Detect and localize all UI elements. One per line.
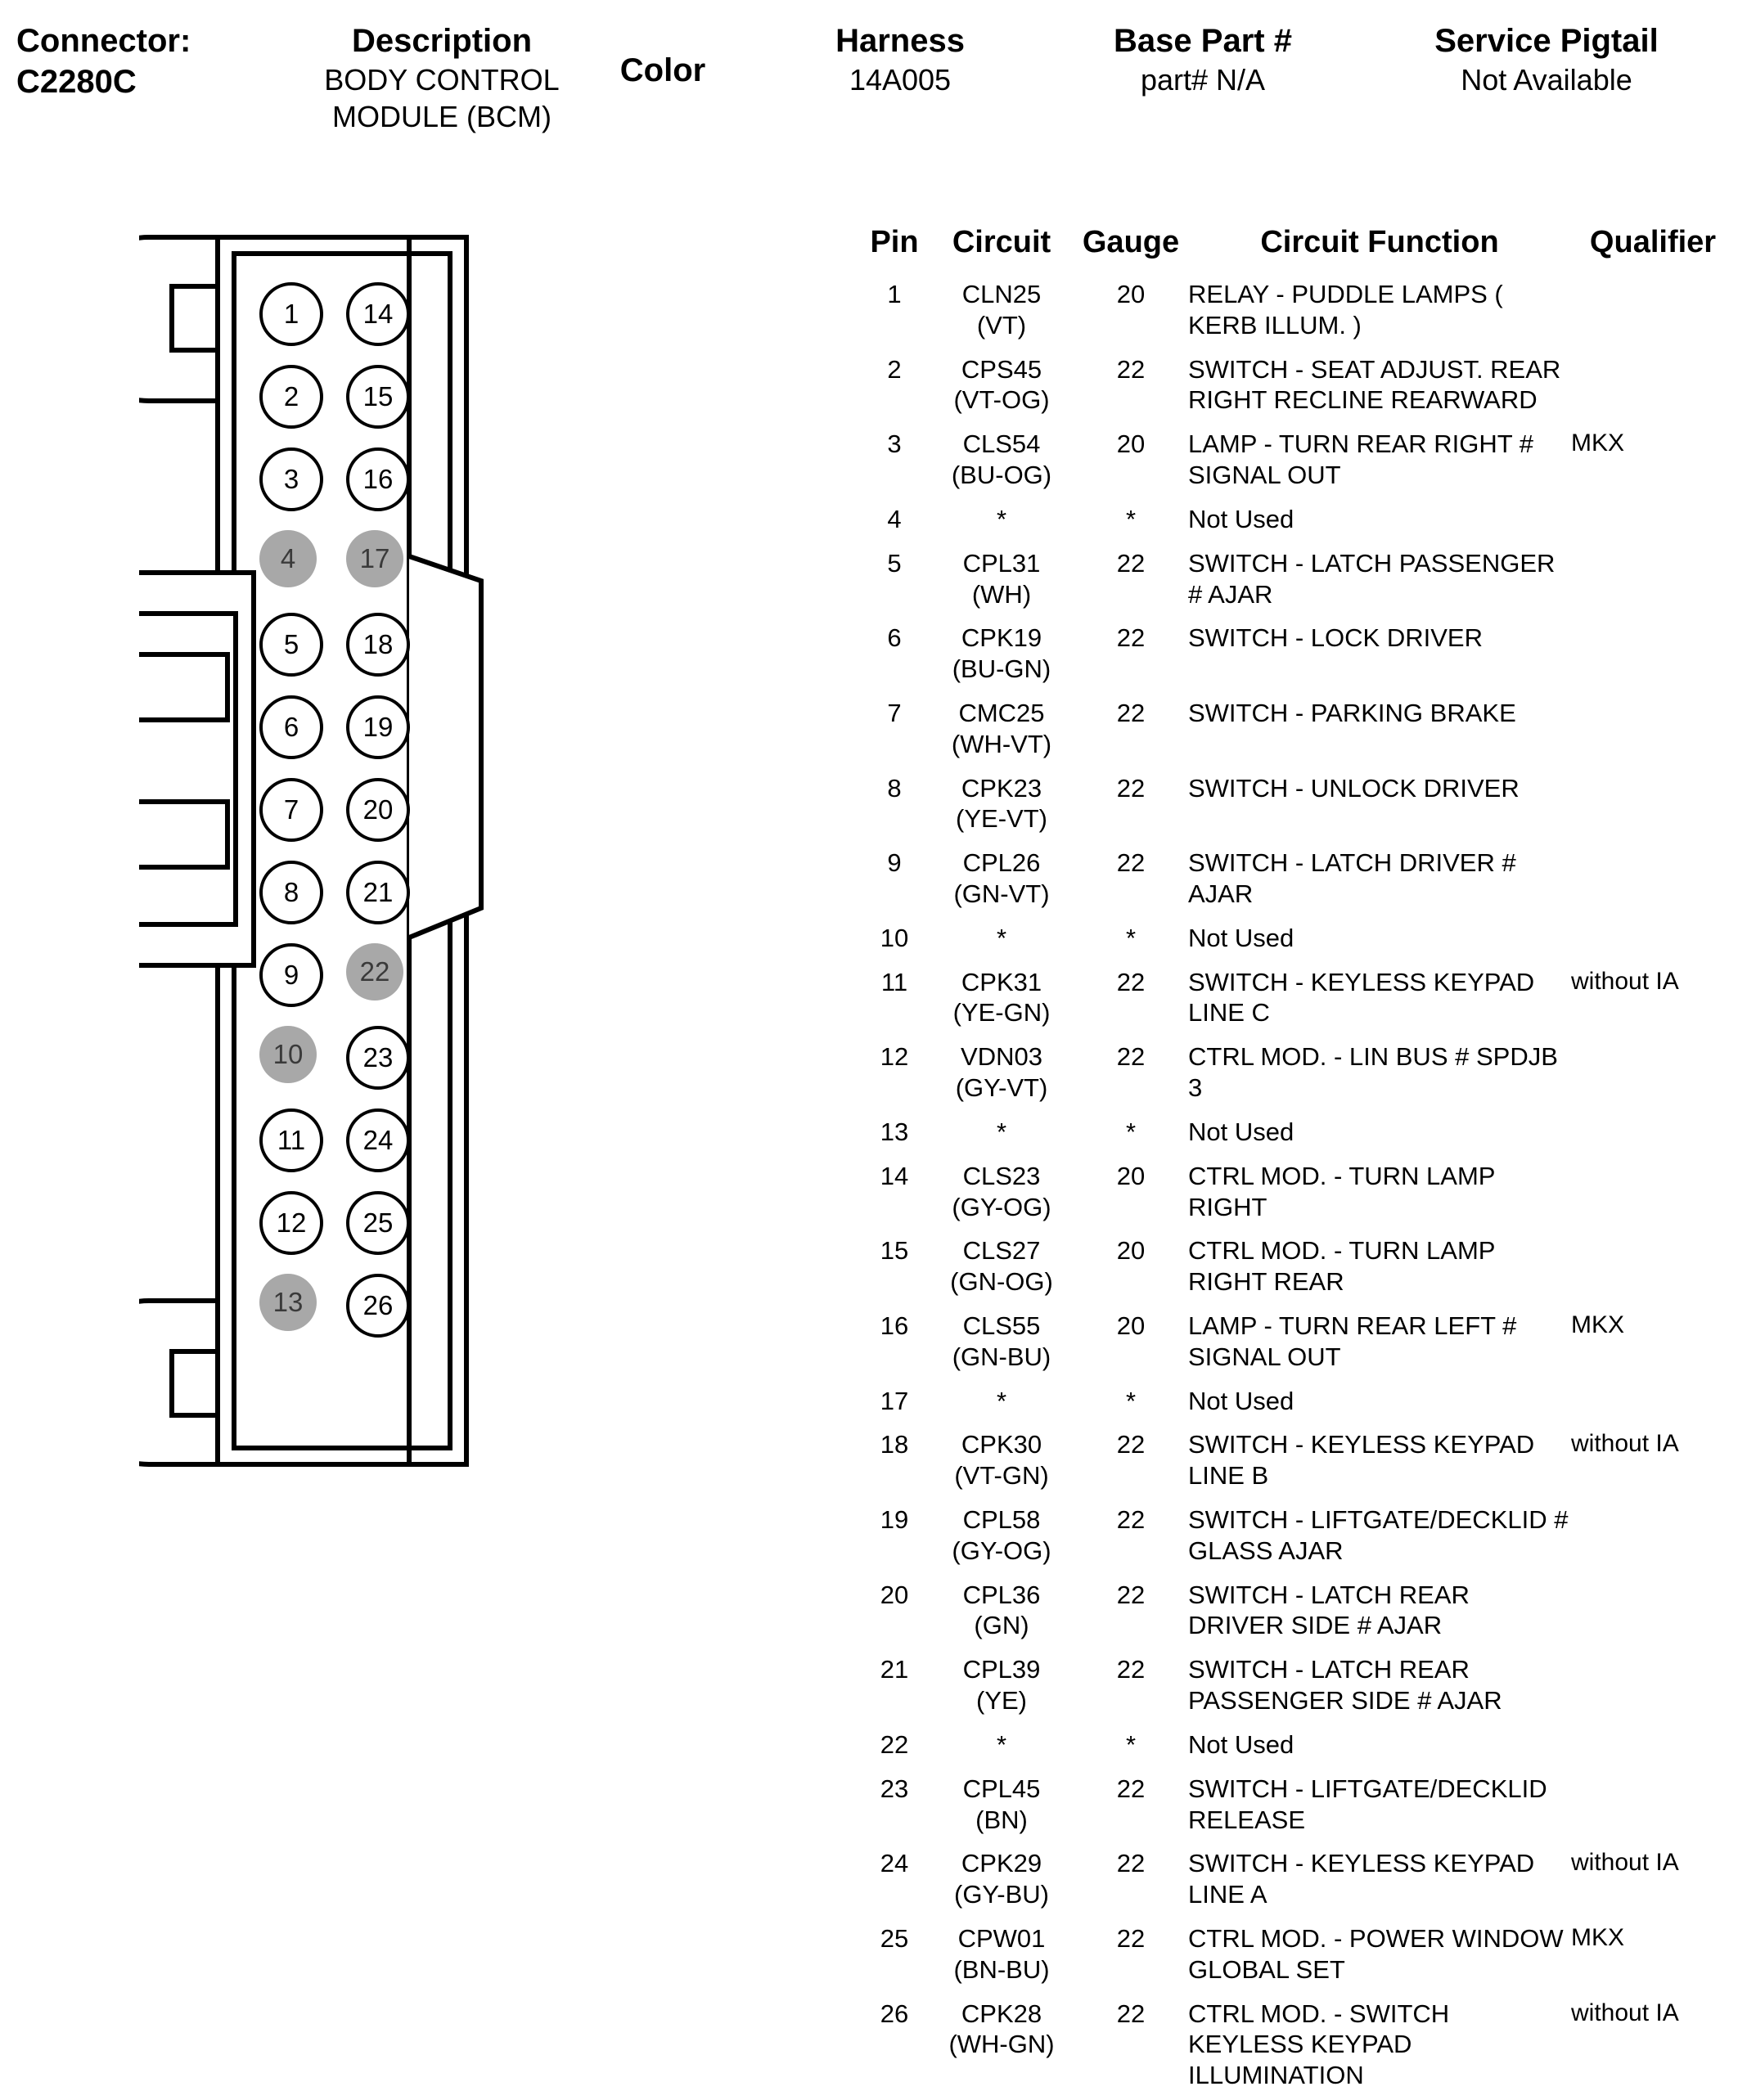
cell-gauge: 22: [1116, 1849, 1146, 1878]
cell-pin: 12: [880, 1042, 909, 1072]
cell-function: SWITCH - PARKING BRAKE: [1188, 698, 1516, 727]
cell-gauge: 22: [1116, 848, 1146, 878]
base-part-label: Base Part #: [1114, 23, 1292, 59]
cell-qualifier: [1571, 1113, 1735, 1157]
circuit-color: (GN-OG): [950, 1267, 1053, 1297]
cell-circuit: [930, 963, 1074, 1038]
circuit-name: CPK30: [961, 1430, 1042, 1459]
cell-qualifier: [1571, 769, 1735, 844]
pin-table: [859, 225, 1735, 2100]
circuit-color: (GY-OG): [952, 1536, 1051, 1565]
circuit-name: CPL58: [962, 1505, 1041, 1534]
pin-circle-12: [259, 1191, 323, 1255]
pin-number: 20: [362, 794, 394, 825]
pin-number: 9: [283, 960, 299, 990]
connector-label: Connector:: [16, 23, 191, 59]
circuit-color: (YE-VT): [956, 804, 1047, 834]
circuit-color: (WH-GN): [948, 2030, 1055, 2059]
pin-number: 15: [362, 381, 394, 411]
cell-gauge: 22: [1116, 773, 1146, 803]
pin-circle-10: [259, 1026, 317, 1083]
circuit-name: CPK29: [961, 1849, 1042, 1878]
pin-number: 23: [362, 1042, 394, 1072]
table-row: [859, 500, 1735, 544]
cell-circuit: [930, 618, 1074, 694]
pin-number: 24: [362, 1125, 394, 1155]
table-row: [859, 963, 1735, 1038]
cell-qualifier: [1571, 350, 1735, 425]
table-row: [859, 1919, 1735, 1994]
pin-circle-22: [346, 943, 403, 1001]
circuit-color: (GN): [974, 1611, 1029, 1640]
circuit-name: *: [996, 504, 1007, 533]
cell-circuit: [930, 1650, 1074, 1725]
circuit-color: (BN-BU): [953, 1954, 1050, 1984]
cell-function: SWITCH - SEAT ADJUST. REAR RIGHT RECLINE REARWARD: [1188, 354, 1561, 415]
circuit-name: CPL26: [962, 848, 1041, 878]
cell-pin: 5: [887, 548, 902, 578]
cell-pin: 16: [880, 1311, 909, 1340]
base-part-value: part# N/A: [1140, 62, 1266, 97]
circuit-name: CLS54: [962, 429, 1041, 459]
table-row: [859, 1113, 1735, 1157]
circuit-color: (BN): [975, 1805, 1028, 1834]
pin-number: 5: [283, 629, 299, 659]
cell-function: CTRL MOD. - POWER WINDOW GLOBAL SET: [1188, 1923, 1564, 1984]
cell-function: SWITCH - KEYLESS KEYPAD LINE C: [1188, 967, 1535, 1028]
cell-pin: 1: [887, 280, 902, 308]
pin-number: 18: [362, 629, 394, 659]
cell-gauge: 22: [1116, 623, 1146, 653]
cell-pin: 3: [887, 429, 902, 459]
pin-circle-4: [259, 530, 317, 587]
circuit-color: (GY-BU): [954, 1880, 1049, 1909]
table-row: [859, 1844, 1735, 1919]
cell-function: CTRL MOD. - TURN LAMP RIGHT: [1188, 1161, 1495, 1221]
circuit-name: CMC25: [958, 698, 1045, 727]
connector-diagram: [139, 229, 728, 1481]
cell-circuit: [930, 1425, 1074, 1500]
pin-number: 25: [362, 1207, 394, 1238]
circuit-color: (GN-VT): [953, 879, 1050, 908]
cell-function: SWITCH - KEYLESS KEYPAD LINE A: [1188, 1849, 1535, 1909]
cell-gauge: 22: [1116, 1430, 1146, 1459]
table-row: [859, 1037, 1735, 1113]
circuit-color: (VT-OG): [953, 385, 1050, 415]
cell-pin: 13: [880, 1117, 909, 1146]
pin-circle-9: [259, 943, 323, 1007]
pin-circle-14: [346, 282, 410, 346]
table-row: [859, 275, 1735, 350]
cell-qualifier: without IA: [1571, 967, 1679, 995]
table-row: [859, 1500, 1735, 1576]
table-row: [859, 919, 1735, 963]
cell-qualifier: MKX: [1571, 1923, 1625, 1951]
cell-gauge: 22: [1116, 1923, 1146, 1953]
header-color: [573, 21, 753, 91]
cell-qualifier: MKX: [1571, 429, 1625, 457]
cell-circuit: [930, 1500, 1074, 1576]
pin-circle-1: [259, 282, 323, 346]
cell-qualifier: [1571, 1157, 1735, 1232]
cell-circuit: [930, 1844, 1074, 1919]
table-row: [859, 1231, 1735, 1306]
circuit-name: CPL45: [962, 1774, 1041, 1803]
pin-circle-19: [346, 695, 410, 759]
circuit-name: CPS45: [961, 354, 1042, 384]
circuit-name: *: [996, 1117, 1007, 1146]
cell-function: RELAY - PUDDLE LAMPS ( KERB ILLUM. ): [1188, 280, 1503, 340]
cell-circuit: [930, 425, 1074, 500]
table-row: [859, 544, 1735, 619]
pin-circle-25: [346, 1191, 410, 1255]
cell-qualifier: [1571, 500, 1735, 544]
circuit-name: CLN25: [961, 280, 1042, 308]
pin-number: 11: [277, 1125, 306, 1155]
pin-circle-3: [259, 447, 323, 511]
col-header-function: Circuit Function: [1260, 225, 1499, 259]
col-header-qualifier: Qualifier: [1589, 225, 1717, 259]
circuit-color: (VT-GN): [954, 1461, 1049, 1491]
circuit-color: (YE): [976, 1686, 1027, 1716]
pin-number: 26: [362, 1290, 394, 1320]
table-row: [859, 618, 1735, 694]
cell-pin: 9: [887, 848, 902, 878]
circuit-name: CPL36: [962, 1580, 1041, 1609]
cell-gauge: 22: [1116, 354, 1146, 384]
circuit-name: CLS27: [962, 1236, 1041, 1266]
cell-pin: 22: [880, 1729, 909, 1759]
cell-circuit: [930, 1037, 1074, 1113]
pin-layer: [139, 229, 728, 1481]
table-row: [859, 1650, 1735, 1725]
circuit-name: CPK28: [961, 1999, 1042, 2028]
circuit-color: (BU-GN): [952, 654, 1051, 684]
pin-number: 10: [272, 1039, 304, 1069]
pin-number: 19: [362, 712, 394, 742]
cell-circuit: [930, 1919, 1074, 1994]
col-header-pin: Pin: [870, 225, 919, 259]
pin-number: 16: [362, 464, 394, 494]
cell-circuit: [930, 769, 1074, 844]
cell-qualifier: [1571, 1382, 1735, 1426]
cell-gauge: 22: [1116, 1655, 1146, 1684]
cell-qualifier: [1571, 275, 1735, 350]
pin-number: 13: [272, 1287, 304, 1317]
table-row: [859, 1576, 1735, 1651]
pin-table-body: [859, 275, 1735, 2100]
header-description: [282, 21, 601, 135]
cell-gauge: 20: [1116, 1311, 1146, 1340]
cell-gauge: 22: [1116, 698, 1146, 727]
pin-circle-20: [346, 778, 410, 842]
cell-qualifier: [1571, 919, 1735, 963]
cell-pin: 2: [887, 354, 902, 384]
cell-function: Not Used: [1188, 504, 1294, 533]
cell-pin: 7: [887, 698, 902, 727]
pin-circle-8: [259, 861, 323, 924]
pin-circle-11: [259, 1108, 323, 1172]
cell-gauge: 20: [1116, 1161, 1146, 1190]
cell-function: Not Used: [1188, 1117, 1294, 1146]
cell-gauge: 22: [1116, 1042, 1146, 1072]
circuit-name: CPL31: [962, 548, 1041, 578]
cell-qualifier: [1571, 1037, 1735, 1113]
service-pigtail-value: Not Available: [1461, 62, 1632, 97]
cell-pin: 23: [880, 1774, 909, 1803]
cell-qualifier: [1571, 544, 1735, 619]
circuit-name: CPK31: [961, 967, 1042, 996]
description-value: BODY CONTROL MODULE (BCM): [324, 62, 560, 133]
circuit-color: (BU-OG): [951, 461, 1052, 490]
table-row: [859, 1306, 1735, 1382]
table-row: [859, 1994, 1735, 2100]
cell-gauge: 22: [1116, 967, 1146, 996]
cell-qualifier: without IA: [1571, 1999, 1679, 2026]
pin-number: 22: [359, 956, 390, 987]
cell-gauge: 22: [1116, 1505, 1146, 1534]
cell-pin: 14: [880, 1161, 909, 1190]
cell-qualifier: [1571, 1576, 1735, 1651]
cell-pin: 19: [880, 1505, 909, 1534]
cell-function: Not Used: [1188, 1386, 1294, 1415]
circuit-name: *: [996, 1386, 1007, 1415]
cell-qualifier: MKX: [1571, 1311, 1625, 1338]
pin-circle-17: [346, 530, 403, 587]
connector-value: C2280C: [16, 63, 137, 100]
cell-qualifier: [1571, 1231, 1735, 1306]
pin-number: 21: [362, 877, 394, 907]
pin-number: 2: [283, 381, 299, 411]
pin-number: 4: [280, 543, 296, 573]
cell-function: SWITCH - LIFTGATE/DECKLID RELEASE: [1188, 1774, 1547, 1834]
circuit-name: CPK23: [961, 773, 1042, 803]
circuit-name: CLS55: [962, 1311, 1041, 1340]
pin-circle-23: [346, 1026, 410, 1090]
cell-function: Not Used: [1188, 923, 1294, 952]
circuit-name: *: [996, 1729, 1007, 1759]
cell-circuit: [930, 544, 1074, 619]
pin-circle-24: [346, 1108, 410, 1172]
circuit-name: CPL39: [962, 1655, 1041, 1684]
cell-pin: 25: [880, 1923, 909, 1953]
cell-circuit: [930, 1113, 1074, 1157]
header-service-pigtail: [1375, 21, 1718, 98]
pin-table-wrap: [859, 225, 1743, 2100]
cell-gauge: *: [1125, 504, 1137, 533]
pin-number: 1: [283, 299, 299, 329]
cell-function: CTRL MOD. - TURN LAMP RIGHT REAR: [1188, 1236, 1495, 1297]
harness-value: 14A005: [849, 62, 952, 97]
pin-number: 8: [283, 877, 299, 907]
table-row: [859, 425, 1735, 500]
pin-circle-15: [346, 365, 410, 429]
cell-gauge: 22: [1116, 1580, 1146, 1609]
pin-circle-13: [259, 1274, 317, 1331]
col-header-circuit: Circuit: [952, 225, 1051, 259]
cell-gauge: *: [1125, 923, 1137, 952]
table-row: [859, 1382, 1735, 1426]
circuit-color: (GY-VT): [955, 1073, 1048, 1103]
cell-gauge: 20: [1116, 429, 1146, 459]
circuit-name: VDN03: [961, 1042, 1042, 1072]
cell-function: SWITCH - UNLOCK DRIVER: [1188, 773, 1520, 803]
cell-qualifier: [1571, 694, 1735, 769]
circuit-name: CLS23: [962, 1161, 1041, 1190]
cell-circuit: [930, 1382, 1074, 1426]
cell-circuit: [930, 1725, 1074, 1769]
cell-qualifier: [1571, 1769, 1735, 1845]
cell-function: LAMP - TURN REAR RIGHT # SIGNAL OUT: [1188, 429, 1534, 490]
pin-number: 17: [359, 543, 390, 573]
cell-circuit: [930, 1994, 1074, 2100]
cell-pin: 24: [880, 1849, 909, 1878]
pin-circle-26: [346, 1274, 410, 1338]
circuit-color: (GY-OG): [952, 1192, 1051, 1221]
table-row: [859, 1769, 1735, 1845]
cell-pin: 11: [880, 967, 908, 996]
pin-circle-7: [259, 778, 323, 842]
service-pigtail-label: Service Pigtail: [1434, 23, 1659, 59]
cell-qualifier: [1571, 618, 1735, 694]
cell-circuit: [930, 1306, 1074, 1382]
cell-gauge: 22: [1116, 548, 1146, 578]
cell-qualifier: without IA: [1571, 1849, 1679, 1877]
cell-gauge: 22: [1116, 1999, 1146, 2028]
cell-pin: 17: [880, 1386, 909, 1415]
header-harness: [781, 21, 1019, 98]
cell-function: SWITCH - LOCK DRIVER: [1188, 623, 1483, 653]
cell-gauge: *: [1125, 1729, 1137, 1759]
table-row: [859, 769, 1735, 844]
cell-function: SWITCH - KEYLESS KEYPAD LINE B: [1188, 1430, 1535, 1491]
cell-pin: 4: [887, 504, 902, 533]
table-header-row: [859, 225, 1735, 275]
pin-circle-6: [259, 695, 323, 759]
cell-circuit: [930, 275, 1074, 350]
cell-gauge: 22: [1116, 1774, 1146, 1803]
harness-label: Harness: [835, 23, 965, 59]
cell-pin: 20: [880, 1580, 909, 1609]
circuit-color: (GN-BU): [952, 1342, 1051, 1371]
cell-circuit: [930, 1157, 1074, 1232]
cell-pin: 26: [880, 1999, 909, 2028]
cell-circuit: [930, 500, 1074, 544]
cell-qualifier: without IA: [1571, 1430, 1679, 1458]
color-label: Color: [619, 52, 706, 88]
cell-circuit: [930, 1231, 1074, 1306]
cell-pin: 18: [880, 1430, 909, 1459]
cell-pin: 21: [880, 1655, 909, 1684]
cell-function: CTRL MOD. - SWITCH KEYLESS KEYPAD ILLUMINATION: [1188, 1999, 1450, 2090]
cell-qualifier: [1571, 1500, 1735, 1576]
description-label: Description: [351, 23, 533, 59]
cell-function: SWITCH - LATCH REAR PASSENGER SIDE # AJAR: [1188, 1655, 1502, 1716]
header-base-part: [1064, 21, 1342, 98]
cell-circuit: [930, 843, 1074, 919]
cell-circuit: [930, 350, 1074, 425]
pin-circle-21: [346, 861, 410, 924]
cell-pin: 8: [887, 773, 902, 803]
pin-circle-5: [259, 613, 323, 677]
col-header-gauge: Gauge: [1082, 225, 1180, 259]
pin-circle-18: [346, 613, 410, 677]
pin-number: 3: [283, 464, 299, 494]
pin-circle-16: [346, 447, 410, 511]
header-connector: [16, 21, 278, 102]
cell-pin: 6: [887, 623, 902, 653]
pin-circle-2: [259, 365, 323, 429]
pin-number: 12: [276, 1207, 307, 1238]
table-row: [859, 1157, 1735, 1232]
cell-function: SWITCH - LIFTGATE/DECKLID # GLASS AJAR: [1188, 1505, 1569, 1565]
circuit-color: (YE-GN): [952, 998, 1051, 1028]
table-row: [859, 843, 1735, 919]
cell-pin: 15: [880, 1236, 909, 1266]
cell-circuit: [930, 919, 1074, 963]
cell-gauge: *: [1125, 1117, 1137, 1146]
circuit-name: CPK19: [961, 623, 1042, 653]
cell-function: SWITCH - LATCH REAR DRIVER SIDE # AJAR: [1188, 1580, 1470, 1640]
header: [0, 21, 1756, 152]
cell-qualifier: [1571, 843, 1735, 919]
pin-number: 7: [283, 794, 299, 825]
circuit-name: *: [996, 923, 1007, 952]
pin-number: 14: [362, 299, 394, 329]
cell-pin: 10: [880, 923, 909, 952]
cell-gauge: 20: [1116, 280, 1146, 308]
cell-function: SWITCH - LATCH PASSENGER # AJAR: [1188, 548, 1556, 609]
cell-gauge: 20: [1116, 1236, 1146, 1266]
cell-function: Not Used: [1188, 1729, 1294, 1759]
cell-function: CTRL MOD. - LIN BUS # SPDJB 3: [1188, 1042, 1558, 1103]
cell-function: SWITCH - LATCH DRIVER # AJAR: [1188, 848, 1516, 908]
cell-function: LAMP - TURN REAR LEFT # SIGNAL OUT: [1188, 1311, 1517, 1371]
cell-qualifier: [1571, 1725, 1735, 1769]
table-row: [859, 350, 1735, 425]
circuit-color: (WH-VT): [951, 729, 1052, 758]
circuit-color: (WH): [971, 579, 1032, 609]
cell-gauge: *: [1125, 1386, 1137, 1415]
cell-qualifier: [1571, 1650, 1735, 1725]
circuit-color: (VT): [976, 310, 1027, 340]
pin-number: 6: [283, 712, 299, 742]
cell-circuit: [930, 1576, 1074, 1651]
cell-circuit: [930, 694, 1074, 769]
circuit-name: CPW01: [957, 1923, 1046, 1953]
cell-circuit: [930, 1769, 1074, 1845]
table-row: [859, 1725, 1735, 1769]
table-row: [859, 694, 1735, 769]
table-row: [859, 1425, 1735, 1500]
